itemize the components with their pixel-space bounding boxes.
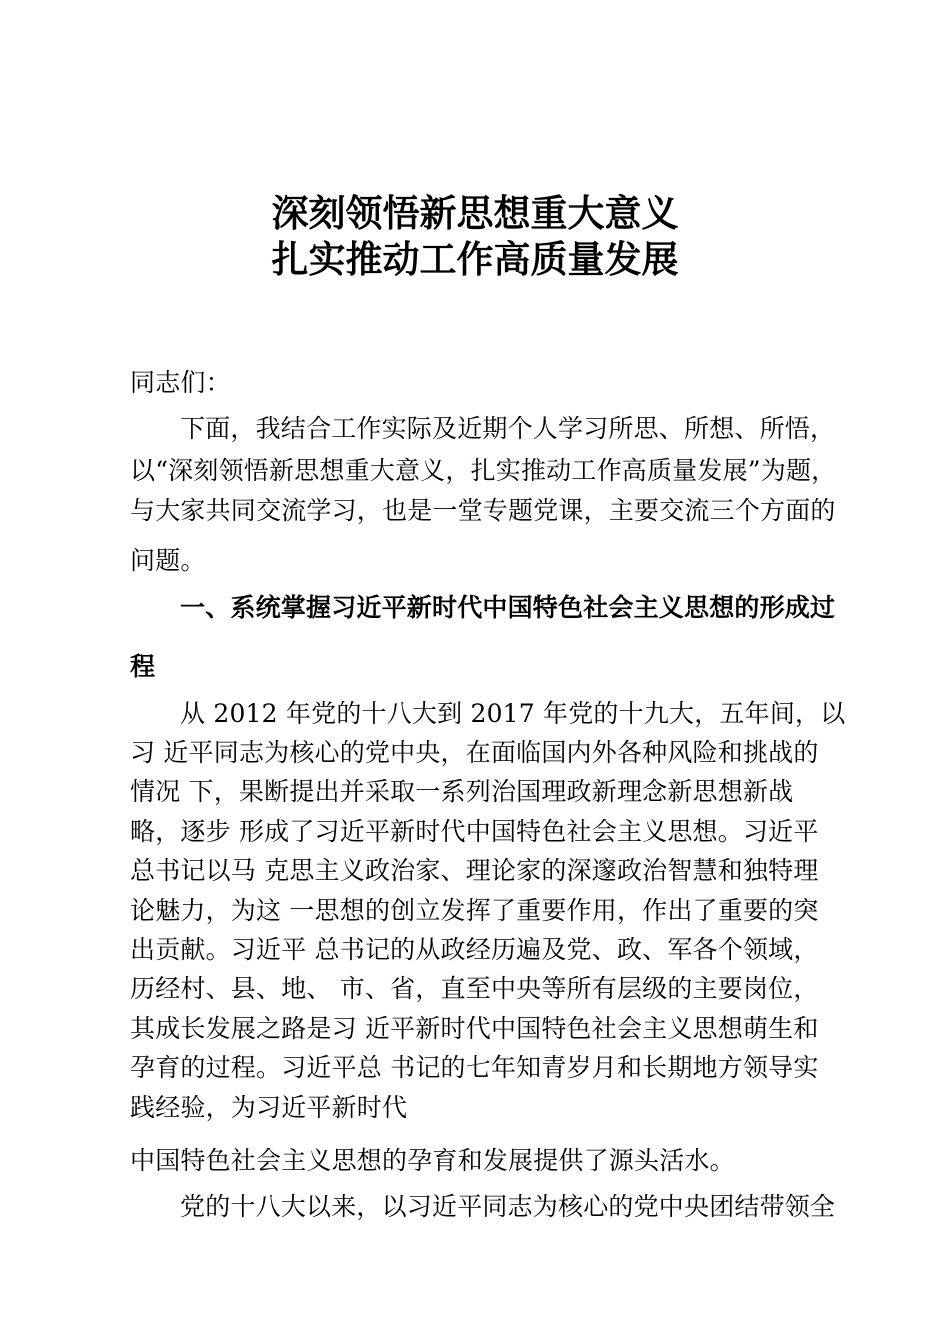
intro-paragraph-line: 问题。 [130,546,206,575]
section-1-heading-line-2: 程 [130,652,156,681]
salutation: 同志们： [130,368,231,397]
body-paragraph-line: 总书记以马 克思主义政治家、理论家的深邃政治智慧和独特理 [130,856,819,885]
body-paragraph-line: 习 近平同志为核心的党中央，在面临国内外各种风险和挑战的 [130,738,819,767]
body-paragraph-line: 历经村、县、地、 市、省，直至中央等所有层级的主要岗位， [130,974,819,1003]
body-paragraph-line: 孕育的过程。习近平总 书记的七年知青岁月和长期地方领导实 [130,1053,819,1082]
body-paragraph-line: 略，逐步 形成了习近平新时代中国特色社会主义思想。习近平 [130,817,819,846]
body-paragraph-line: 其成长发展之路是习 近平新时代中国特色社会主义思想萌生和 [130,1014,819,1043]
intro-paragraph-line: 以“深刻领悟新思想重大意义，扎实推动工作高质量发展”为题， [130,456,837,485]
body-paragraph-line: 情况 下，果断提出并采取一系列治国理政新理念新思想新战 [130,777,794,806]
document-title-line-2: 扎实推动工作高质量发展 [271,237,679,281]
body-paragraph-line: 践经验，为习近平新时代 [130,1093,408,1122]
document-title-line-1: 深刻领悟新思想重大意义 [271,191,679,235]
body-paragraph-line: 中国特色社会主义思想的孕育和发展提供了源头活水。 [130,1146,735,1175]
intro-paragraph-line: 下面，我结合工作实际及近期个人学习所思、所想、所悟， [180,414,836,443]
body-paragraph-line: 党的十八大以来，以习近平同志为核心的党中央团结带领全 [180,1192,836,1221]
body-paragraph-line: 出贡献。习近平 总书记的从政经历遍及党、政、军各个领域， [130,935,819,964]
intro-paragraph-line: 与大家共同交流学习，也是一堂专题党课，主要交流三个方面的 [130,496,836,525]
body-paragraph-line: 从 2012 年党的十八大到 2017 年党的十九大，五年间，以 [180,699,846,728]
body-paragraph-line: 论魅力，为这 一思想的创立发挥了重要作用，作出了重要的突 [130,896,819,925]
section-1-heading-line-1: 一、系统掌握习近平新时代中国特色社会主义思想的形成过 [180,593,836,622]
